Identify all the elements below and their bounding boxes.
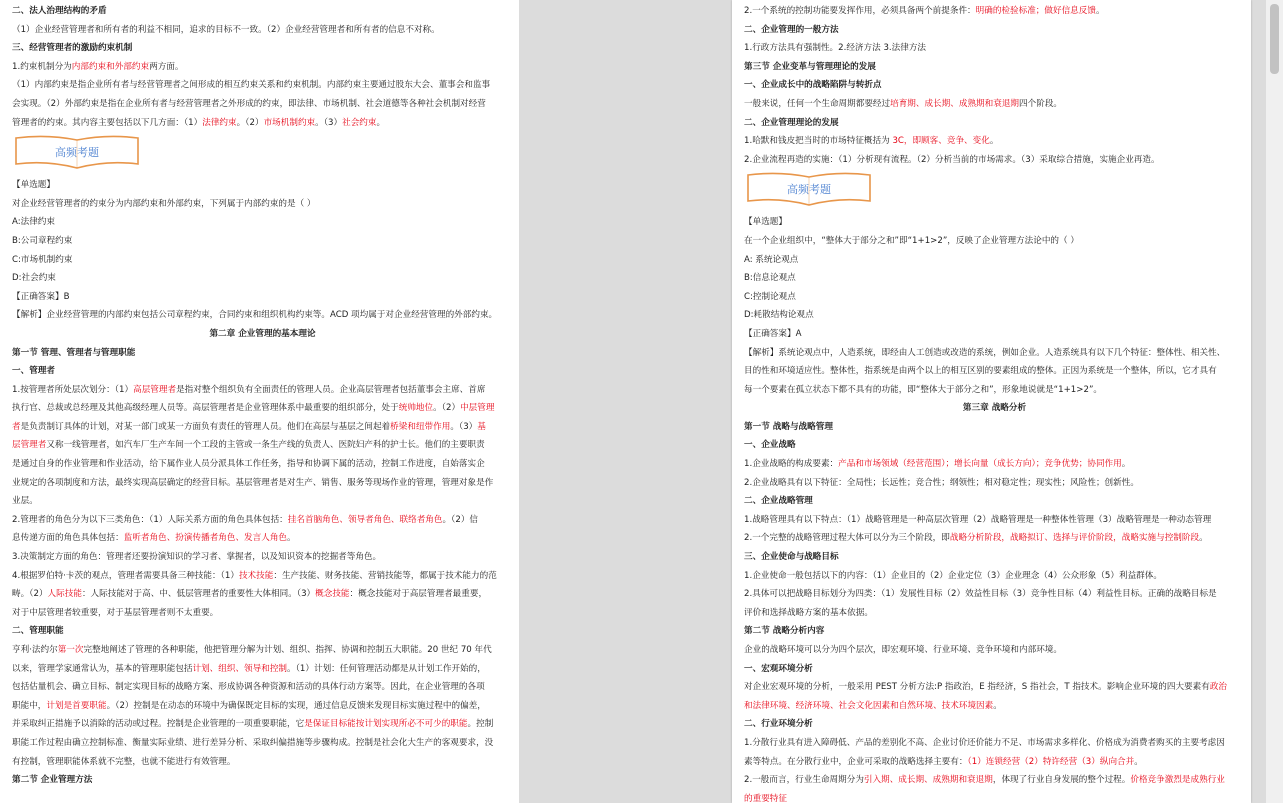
text-line <box>744 753 1245 772</box>
text-span: ：人际技能对于高、中、低层管理者的重要性大体相同。（3） <box>81 589 316 600</box>
text-line <box>744 678 1245 697</box>
highlight-text: 3C，即顾客、竞争、变化 <box>892 136 990 147</box>
text-span: 并采取纠正措施予以消除的活动或过程。控制是企业管理的一项重要职能，它 <box>12 719 305 730</box>
text-span: 一般来说，任何一个生命周期都要经过 <box>744 98 891 109</box>
text-span: 息传递方面的角色具体包括： <box>12 533 124 544</box>
text-line <box>12 697 513 716</box>
text-span: 2.一个完整的战略管理过程大体可以分为三个阶段，即 <box>744 533 950 544</box>
section-heading: 二、企业战略管理 <box>744 496 813 507</box>
text-span: 。 <box>1121 459 1131 470</box>
text-line: 【正确答案】B <box>12 291 70 302</box>
highlight-text: 基 <box>477 421 486 432</box>
text-line: 【单选题】 <box>12 180 55 191</box>
highlight-text: 和法律环境、经济环境、社会文化因素和自然环境、技术环境因素 <box>744 700 994 711</box>
text-line: 【解析】企业经营管理的内部约束包括公司章程约束，合同约束和组织机构约束等。ACD 项均属于对企业经营管理的外部约束。 <box>12 310 498 321</box>
text-line <box>744 790 1245 803</box>
text-span: 。 <box>993 700 1002 711</box>
highlight-text: 计划、组织、领导和控制 <box>192 663 288 674</box>
highlight-text: 的重要特征 <box>744 793 787 803</box>
text-line: D:社会约束 <box>12 273 56 284</box>
text-line <box>12 58 513 77</box>
text-span: 四个阶段。 <box>1019 98 1063 109</box>
text-span: 1.按管理者所处层次划分：（1） <box>12 384 134 395</box>
section-heading: 一、企业战略 <box>744 440 796 451</box>
text-line <box>744 95 1245 114</box>
highlight-text: 挂名首脑角色、领导者角色、联络者角色 <box>287 514 443 525</box>
page-gutter <box>519 0 732 803</box>
text-span: 。（2）控制是在动态的环境中为确保既定目标的实现，通过信息反馈来发现目标实施过程中的偏差， <box>106 700 486 711</box>
text-line <box>12 436 513 455</box>
highlight-text: 人际技能 <box>47 589 82 600</box>
text-line: 【正确答案】A <box>744 328 802 339</box>
text-line <box>12 641 513 660</box>
section-heading: 第三节 企业变革与管理理论的发展 <box>744 61 876 72</box>
page-left-text <box>12 2 513 790</box>
text-line: 有控制，管理职能体系就不完整，也就不能进行有效管理。 <box>12 756 236 767</box>
text-span: 。 <box>1199 533 1208 544</box>
vertical-scrollbar[interactable] <box>1266 0 1283 803</box>
text-line: C:市场机制约束 <box>12 254 73 265</box>
text-line: 包括估量机会、确立目标、制定实现目标的战略方案、形成协调各种资源和活动的具体行动方案等。因此，在企业管理的各项 <box>12 682 485 693</box>
highlight-text: 桥梁和纽带作用 <box>390 421 451 432</box>
text-span: ：生产技能、财务技能、营销技能等，都属于技术能力的范 <box>273 570 497 581</box>
text-line <box>12 585 513 604</box>
text-span: 执行官、总裁或总经理及其他高级经理人员等。高层管理者是企业管理体系中最重要的组织部分，处于 <box>12 403 399 414</box>
section-heading: 一、宏观环境分析 <box>744 663 813 674</box>
text-span: 1.企业战略的构成要素： <box>744 459 839 470</box>
text-span: 。控制 <box>467 719 494 730</box>
text-line <box>12 381 513 400</box>
text-line: 企业的战略环境可以分为四个层次，即宏观环境、行业环境、竞争环境和内部环境。 <box>744 645 1062 655</box>
text-span: ，体现了行业自身发展的整个过程。 <box>992 775 1131 786</box>
high-frequency-banner <box>12 134 513 172</box>
text-line <box>12 418 513 437</box>
text-line: 是通过自身的作业管理和作业活动，给下属作业人员分派具体工作任务，指导和协调下属的活动，控制工作进度，自始落实企 <box>12 459 485 470</box>
text-line <box>744 455 1245 474</box>
highlight-text: 者 <box>12 421 21 432</box>
section-heading: 三、企业使命与战略目标 <box>744 552 839 563</box>
text-line: D:耗散结构论观点 <box>744 310 814 321</box>
text-span: 1.约束机制分为 <box>12 61 72 72</box>
section-heading: 第一节 战略与战略管理 <box>744 421 833 432</box>
text-line: 2.企业战略具有以下特征：全局性；长远性；竞合性；纲领性；相对稳定性；现实性；风险性；创新性。 <box>744 477 1139 488</box>
text-line: A: 系统论观点 <box>744 254 799 265</box>
text-span: 。（3） <box>450 421 478 432</box>
text-span: 又称一线管理者，如汽车厂生产车间一个工段的主管或一条生产线的负责人、医院妇产科的护士长。他们的主要职责 <box>46 440 485 451</box>
highlight-text: 价格竞争激烈是成熟行业 <box>1130 775 1225 786</box>
text-line: 每一个要素在孤立状态下都不具有的功能，即“整体大于部分之和”，形象地说就是“1+1>2”。 <box>744 384 1102 395</box>
text-line: A:法律约束 <box>12 217 55 228</box>
text-line: 目的性和环境适应性。整体性，指系统是由两个以上的相互区别的要素组成的整体。正因为系统是一个整体，所以，它才具有 <box>744 366 1217 377</box>
text-line: 2.企业流程再造的实施：（1）分析现有流程。（2）分析当前的市场需求。（3）采取综合措施，实施企业再造。 <box>744 154 1160 165</box>
text-line <box>12 529 513 548</box>
text-span: 。 <box>989 136 999 147</box>
text-span: 。（2） <box>236 117 264 128</box>
text-span: 2.一个系统的控制功能要发挥作用，必须具备两个前提条件： <box>744 6 976 16</box>
text-line <box>744 771 1245 790</box>
highlight-text: 中层管理 <box>460 403 495 414</box>
section-heading: 一、企业成长中的战略陷阱与转折点 <box>744 80 882 91</box>
highlight-text: 市场机制约束 <box>263 117 316 128</box>
text-line: B:公司章程约束 <box>12 235 73 246</box>
text-span: 2.管理者的角色分为以下三类角色：（1）人际关系方面的角色具体包括： <box>12 514 288 525</box>
text-line: （1）企业经营管理者和所有者的利益不相同，追求的目标不一致。（2）企业经营管理者和所有者的信息不对称。 <box>12 24 440 35</box>
text-line: 对于中层管理者较重要，对于基层管理者则不太重要。 <box>12 607 219 618</box>
highlight-text: （1）连锁经营（2）特许经营（3）纵向合并 <box>967 756 1135 767</box>
text-line <box>744 2 1245 21</box>
section-heading: 二、企业管理的一般方法 <box>744 24 839 35</box>
highlight-text: 技术技能 <box>238 570 274 581</box>
section-heading: 三、经营管理者的激励约束机制 <box>12 43 133 54</box>
text-line <box>744 529 1245 548</box>
book-banner-icon <box>12 134 142 172</box>
text-span: 。（1）计划：任何管理活动都是从计划工作开始的， <box>287 663 486 674</box>
section-heading: 二、行业环境分析 <box>744 719 813 730</box>
highlight-text: 产品和市场领域（经营范围）；增长向量（成长方向）；竞争优势；协同作用 <box>838 459 1122 470</box>
highlight-text: 第一次 <box>57 645 84 655</box>
high-frequency-banner <box>744 171 1245 209</box>
text-line <box>744 697 1245 716</box>
text-span: 。 <box>1134 756 1143 767</box>
highlight-text: 是保证目标能按计划实现所必不可少的职能 <box>304 719 468 730</box>
highlight-text: 层管理者 <box>12 440 47 451</box>
text-span: 。 <box>1095 6 1105 16</box>
text-line: 1.分散行业具有进入障碍低、产品的差别化不高、企业讨价还价能力不足、市场需求多样化、价格成为消费者购买的主要考虑因 <box>744 737 1225 748</box>
text-line <box>12 660 513 679</box>
highlight-text: 内部约束和外部约束 <box>71 61 150 72</box>
text-span: 1.哈默和钱皮把当时的市场特征概括为 <box>744 136 893 147</box>
text-line <box>12 511 513 530</box>
text-span: 2.一般而言，行业生命周期分为 <box>744 775 864 786</box>
text-line: 1.企业使命一般包括以下的内容：（1）企业目的（2）企业定位（3）企业理念（4）公众形象（5）利益群体。 <box>744 570 1162 581</box>
text-line: 对企业经营管理者的约束分为内部约束和外部约束，下列属于内部约束的是（ ） <box>12 198 316 209</box>
text-span: 是指对整个组织负有全面责任的管理人员。企业高层管理者包括董事会主席、首席 <box>176 384 486 395</box>
text-span: 素等特点。在分散行业中，企业可采取的战略选择主要有： <box>744 756 968 767</box>
page-left <box>0 0 519 803</box>
text-span: 畴。（2） <box>12 589 48 600</box>
text-span: 完整地阐述了管理的各种职能，他把管理分解为计划、组织、指挥、协调和控制五大职能。20 世纪 70 年代 <box>83 645 492 655</box>
text-line: 3.决策制定方面的角色：管理者还要扮演知识的学习者、掌握者，以及知识资本的挖掘者等角色。 <box>12 552 382 563</box>
text-span: 以来，管理学家通常认为，基本的管理职能包括 <box>12 663 193 674</box>
text-span: 。（3） <box>315 117 343 128</box>
text-line: 业层。 <box>12 496 38 507</box>
text-line: C:控制论观点 <box>744 291 796 302</box>
text-line: 1.行政方法具有强制性。2.经济方法 3.法律方法 <box>744 43 927 54</box>
text-line <box>12 715 513 734</box>
text-line: 在一个企业组织中，“整体大于部分之和”即“1+1>2”，反映了企业管理方法论中的（ ） <box>744 235 1079 246</box>
text-line: 职能工作过程由确立控制标准、衡量实际业绩、进行差异分析、采取纠偏措施等步骤构成。控制是社会化大生产的客观要求，没 <box>12 737 494 748</box>
highlight-text: 政治 <box>1209 682 1228 693</box>
text-line: （1）内部约束是指企业所有者与经营管理者之间形成的相互约束关系和约束机制。内部约束主要通过股东大会、董事会和监事 <box>12 80 491 91</box>
text-span: 。 <box>287 533 296 544</box>
highlight-text: 法律约束 <box>202 117 237 128</box>
text-line <box>744 132 1245 151</box>
highlight-text: 明确的检验标准；做好信息反馈 <box>975 6 1096 16</box>
text-span: 。 <box>376 117 386 128</box>
highlight-text: 战略分析阶段，战略拟订、选择与评价阶段，战略实施与控制阶段 <box>949 533 1200 544</box>
section-heading: 第二节 企业管理方法 <box>12 775 93 786</box>
highlight-text: 计划是首要职能 <box>46 700 107 711</box>
section-heading: 一、管理者 <box>12 366 55 377</box>
text-line <box>12 567 513 586</box>
section-heading: 第二节 战略分析内容 <box>744 626 825 637</box>
text-span: 管理者的约束。其内容主要包括以下几方面：（1） <box>12 117 203 128</box>
text-span: 。（2）信 <box>442 514 479 525</box>
section-heading: 二、法人治理结构的矛盾 <box>12 6 107 16</box>
highlight-text: 引入期、成长期、成熟期和衰退期 <box>863 775 993 786</box>
section-heading: 第一节 管理、管理者与管理职能 <box>12 347 136 358</box>
text-line: 【单选题】 <box>744 217 787 228</box>
text-span: ：概念技能对于高层管理者最重要， <box>349 589 488 600</box>
highlight-text: 高层管理者 <box>133 384 177 395</box>
text-line: 1.战略管理具有以下特点：（1）战略管理是一种高层次管理（2）战略管理是一种整体性管理（3）战略管理是一种动态管理 <box>744 514 1212 525</box>
text-span: 职能中， <box>12 700 47 711</box>
banner-label: 高频考题 <box>55 146 99 160</box>
page-right-text <box>744 2 1245 803</box>
book-banner-icon <box>744 171 874 209</box>
text-span: 是负责制订具体的计划，对某一部门或某一方面负有责任的管理人员。他们在高层与基层之间起着 <box>20 421 391 432</box>
text-line: 评价和选择战略方案的基本依据。 <box>744 607 873 618</box>
text-line <box>12 114 513 133</box>
text-line: 会实现。（2）外部约束是指在企业所有者与经营管理者之外形成的约束，即法律、市场机制、社会道德等各种社会机制对经营 <box>12 98 486 109</box>
text-span: 对企业宏观环境的分析，一般采用 PEST 分析方法:P 指政治，E 指经济，S 指社会，T 指技术。影响企业环境的四大要素有 <box>744 682 1210 693</box>
text-line: 2.具体可以把战略目标划分为四类：（1）发展性目标（2）效益性目标（3）竞争性目标（4）利益性目标。正确的战略目标是 <box>744 589 1217 600</box>
text-span: 。（2） <box>433 403 461 414</box>
section-heading: 第三章 战略分析 <box>962 403 1027 414</box>
section-heading: 第二章 企业管理的基本理论 <box>209 328 316 339</box>
text-span: 亨利·法约尔 <box>12 645 58 655</box>
scrollbar-thumb[interactable] <box>1270 4 1279 74</box>
highlight-text: 概念技能 <box>315 589 350 600</box>
page-right <box>732 0 1251 803</box>
highlight-text: 监听者角色、扮演传播者角色、发言人角色 <box>123 533 288 544</box>
highlight-text: 培育期、成长期、成熟期和衰退期 <box>890 98 1020 109</box>
text-span: 两方面。 <box>149 61 184 72</box>
text-span: 4.根据罗伯特·卡茨的观点，管理者需要具备三种技能：（1） <box>12 570 239 581</box>
text-line: 【解析】系统论观点中，人造系统，即经由人工创造或改造的系统，例如企业。人造系统具有以下几个特征：整体性、相关性、 <box>744 347 1226 358</box>
text-line: 业规定的各项制度和方法，最终实现高层确定的经营目标。基层管理者是对生产、销售、服务等现场作业的管理，管理对象是作 <box>12 477 494 488</box>
banner-label: 高频考题 <box>787 183 831 197</box>
section-heading: 二、管理职能 <box>12 626 64 637</box>
highlight-text: 社会约束 <box>342 117 377 128</box>
section-heading: 二、企业管理理论的发展 <box>744 117 839 128</box>
highlight-text: 统帅地位 <box>398 403 434 414</box>
text-line: B:信息论观点 <box>744 273 796 284</box>
text-line <box>12 399 513 418</box>
